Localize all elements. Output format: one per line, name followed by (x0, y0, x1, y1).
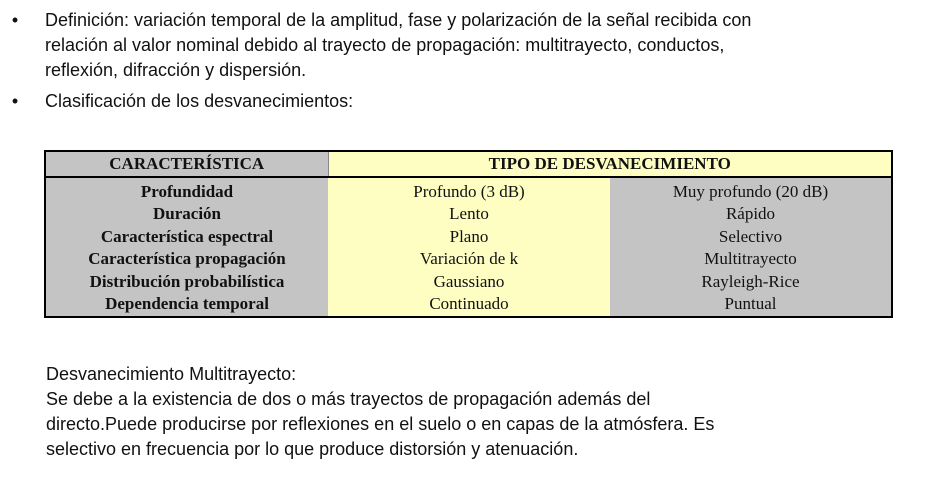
bullet-list (8, 8, 908, 120)
row-value-b: Muy profundo (20 dB) (610, 177, 892, 203)
paragraph-line: Se debe a la existencia de dos o más trayectos de propagación además del (46, 389, 651, 409)
row-value-a: Profundo (3 dB) (328, 177, 610, 203)
bullet-dot-icon: • (11, 91, 19, 111)
header-characteristic: CARACTERÍSTICA (45, 151, 328, 177)
table-row (45, 177, 892, 203)
header-fading-type: TIPO DE DESVANECIMIENTO (328, 151, 892, 177)
classification-line: Clasificación de los desvanecimientos: (45, 91, 354, 111)
table-row (45, 293, 892, 317)
row-value-b: Rápido (610, 203, 892, 225)
multipath-paragraph (46, 362, 906, 462)
definition-line: reflexión, difracción y dispersión. (45, 60, 307, 80)
table-row (45, 226, 892, 248)
row-value-b: Selectivo (610, 226, 892, 248)
fading-classification-table (44, 150, 893, 318)
paragraph-line: selectivo en frecuencia por lo que produce distorsión y atenuación. (46, 439, 579, 459)
definition-line: Definición: variación temporal de la amplitud, fase y polarización de la señal recibida con (45, 10, 752, 30)
row-label: Característica propagación (45, 248, 328, 270)
row-value-b: Multitrayecto (610, 248, 892, 270)
table-row (45, 271, 892, 293)
row-label: Duración (45, 203, 328, 225)
table-header-row (45, 151, 892, 177)
table-row (45, 203, 892, 225)
row-value-a: Gaussiano (328, 271, 610, 293)
row-value-b: Rayleigh-Rice (610, 271, 892, 293)
table-row (45, 248, 892, 270)
bullet-definition (8, 8, 908, 83)
row-label: Dependencia temporal (45, 293, 328, 317)
paragraph-line: directo.Puede producirse por reflexiones en el suelo o en capas de la atmósfera. Es (46, 414, 715, 434)
bullet-dot-icon: • (11, 10, 19, 30)
row-value-a: Lento (328, 203, 610, 225)
row-label: Característica espectral (45, 226, 328, 248)
row-value-b: Puntual (610, 293, 892, 317)
row-value-a: Variación de k (328, 248, 610, 270)
row-value-a: Continuado (328, 293, 610, 317)
paragraph-title: Desvanecimiento Multitrayecto: (46, 364, 297, 384)
bullet-classification (8, 89, 908, 114)
row-value-a: Plano (328, 226, 610, 248)
row-label: Distribución probabilística (45, 271, 328, 293)
definition-line: relación al valor nominal debido al trayecto de propagación: multitrayecto, conductos, (45, 35, 725, 55)
row-label: Profundidad (45, 177, 328, 203)
